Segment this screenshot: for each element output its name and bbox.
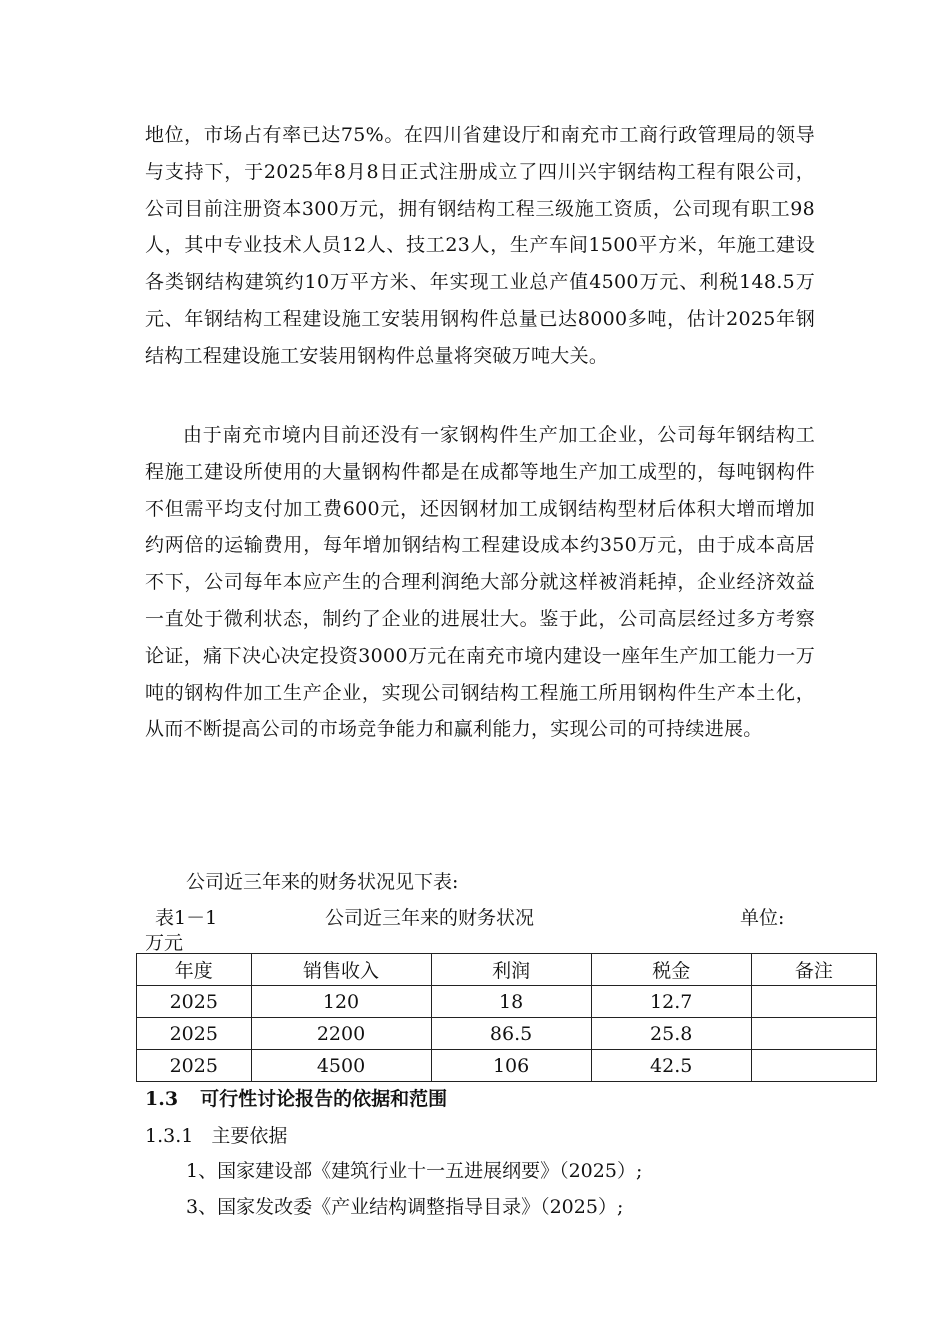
table-cell: 86.5 — [431, 1018, 591, 1050]
table-cell: 4500 — [251, 1050, 431, 1082]
table-header-row — [137, 954, 877, 986]
table-cell: 2025 — [137, 1050, 252, 1082]
table-header-cell: 年度 — [137, 954, 252, 986]
table-cell: 2025 — [137, 1018, 252, 1050]
basis-list-item: 3、国家发改委《产业结构调整指导目录》（2025）; — [186, 1196, 624, 1218]
section-title: 可行性讨论报告的依据和范围 — [200, 1088, 448, 1110]
table-cell: 25.8 — [591, 1018, 751, 1050]
table-caption-unit-value: 万元 — [145, 932, 184, 954]
section-heading — [145, 1084, 447, 1111]
table-cell: 106 — [431, 1050, 591, 1082]
financial-status-table — [136, 953, 877, 1082]
section-number: 1.3 — [145, 1088, 179, 1110]
table-caption-unit-prefix: 单位: — [740, 907, 785, 929]
table-cell: 12.7 — [591, 986, 751, 1018]
subsection-heading — [145, 1121, 287, 1148]
body-paragraph-investment-rationale: 由于南充市境内目前还没有一家钢构件生产加工企业，公司每年钢结构工程施工建设所使用的大量钢构件都是在成都等地生产加工成型的，每吨钢构件不但需平均支付加工费600元，还因钢材加工成钢结构型材后体积大增而增加约两倍的运输费用，每年增加钢结构工程建设成本约350万元，由于成本高居不下，公司每年本应产生的合理利润绝大部分就这样被消耗掉，企业经济效益一直处于微利状态，制约了企业的进展壮大。鉴于此，公司高层经过多方考察论证，痛下决心决定投资3000万元在南充市境内建设一座年生产加工能力一万吨的钢构件加工生产企业，实现公司钢结构工程施工所用钢构件生产本土化，从而不断提高公司的市场竞争能力和赢利能力，实现公司的可持续进展。 — [145, 424, 815, 741]
basis-list-item: 1、国家建设部《建筑行业十一五进展纲要》（2025）; — [186, 1160, 643, 1182]
table-caption-label: 表1－1 — [155, 907, 218, 929]
table-cell — [751, 986, 876, 1018]
table-cell: 18 — [431, 986, 591, 1018]
body-paragraph-company-profile: 地位，市场占有率已达75%。在四川省建设厅和南充市工商行政管理局的领导与支持下，于2025年8月8日正式注册成立了四川兴宇钢结构工程有限公司，公司目前注册资本300万元，拥有钢结构工程三级施工资质，公司现有职工98人，其中专业技术人员12人、技工23人，生产车间1500平方米，年施工建设各类钢结构建筑约10万平方米、年实现工业总产值4500万元、利税148.5万元、年钢结构工程建设施工安装用钢构件总量已达8000多吨，估计2025年钢结构工程建设施工安装用钢构件总量将突破万吨大关。 — [145, 124, 815, 367]
table-cell — [751, 1050, 876, 1082]
subsection-number: 1.3.1 — [145, 1125, 194, 1147]
table-cell — [751, 1018, 876, 1050]
table-row — [137, 986, 877, 1018]
table-intro-text: 公司近三年来的财务状况见下表: — [186, 871, 459, 893]
table-cell: 120 — [251, 986, 431, 1018]
table-row — [137, 1018, 877, 1050]
table-header-cell: 销售收入 — [251, 954, 431, 986]
table-cell: 42.5 — [591, 1050, 751, 1082]
table-row — [137, 1050, 877, 1082]
table-header-cell: 税金 — [591, 954, 751, 986]
table-cell: 2200 — [251, 1018, 431, 1050]
table-caption-title: 公司近三年来的财务状况 — [325, 907, 535, 929]
table-cell: 2025 — [137, 986, 252, 1018]
subsection-title: 主要依据 — [211, 1125, 288, 1147]
table-header-cell: 利润 — [431, 954, 591, 986]
table-header-cell: 备注 — [751, 954, 876, 986]
